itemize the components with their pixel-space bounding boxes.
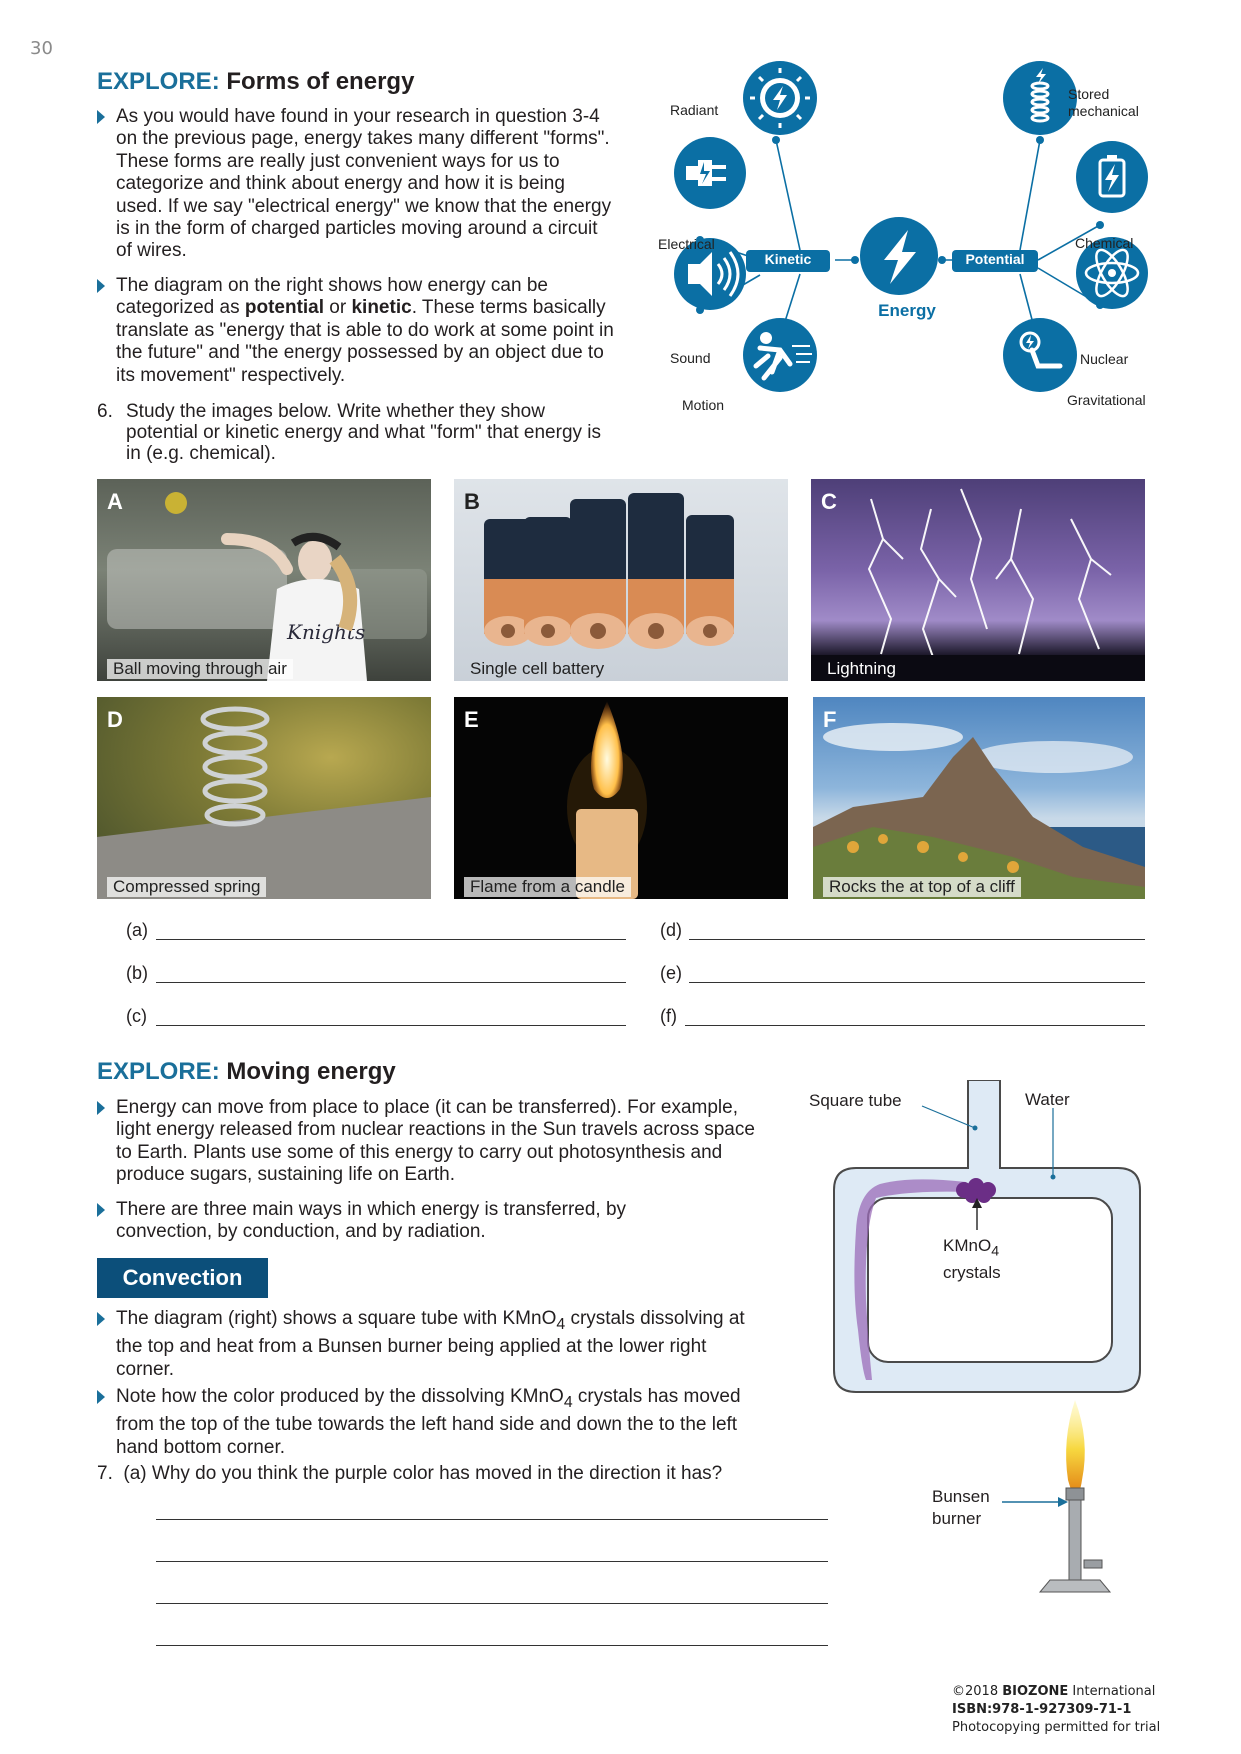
flame-icon [1066, 1400, 1085, 1498]
square-tube-label: Square tube [809, 1091, 902, 1110]
water-label: Water [1025, 1090, 1070, 1109]
sound-label: Sound [670, 350, 711, 366]
bunsen-burner-label [932, 1486, 990, 1530]
footer-brand: BIOZONE [1002, 1684, 1069, 1699]
question-7a: 7. (a) Why do you think the purple color has moved in the direction it has? [97, 1463, 723, 1484]
bullet-triangle-icon [97, 1312, 105, 1326]
answer-label-e: (e) [660, 963, 682, 983]
electrical-label: Electrical [658, 236, 715, 252]
bullet-text: As you would have found in your research in question 3-4 on the previous page, energy takes many different "forms". These forms are really just convenient ways for us to categorize and think about energy and how it is being used. If we say "electrical energy" we know that the energy is in the form of charged particles moving around a circuit of wires. [116, 106, 612, 262]
subscript: 4 [556, 1315, 566, 1333]
bullet-triangle-icon [97, 279, 105, 293]
bullet3-part-b: crystals dissolving at the top and heat from a Bunsen burner being applied at the lower right corner. [116, 1308, 745, 1380]
page-number: 30 [30, 38, 53, 59]
bullet-text [116, 1386, 756, 1459]
bullet-triangle-icon [97, 1203, 105, 1217]
heading-colon: : [211, 68, 220, 95]
answer-label-a: (a) [126, 920, 148, 940]
convection-box: Convection [97, 1258, 268, 1298]
photo-c [811, 479, 1145, 681]
answer-line-d[interactable] [689, 939, 1145, 940]
photo-letter: C [821, 489, 837, 514]
heading-text: Moving energy [219, 1058, 396, 1085]
batteries-image [454, 479, 788, 681]
spring-image [97, 697, 431, 899]
bullet2-part-b: . These terms basically translate as "energy that is able to do work at some point in the future" and "the energy possessed by an object due to its movement" respectively. [116, 297, 614, 386]
photo-letter: D [107, 707, 123, 732]
answer-line-7a-2[interactable] [156, 1561, 828, 1562]
footer-brand-rest: International [1068, 1684, 1156, 1699]
photo-caption: Lightning [827, 659, 897, 678]
lightning-image [811, 479, 1145, 681]
chemical-label: Chemical [1075, 235, 1134, 251]
answer-line-e[interactable] [689, 982, 1145, 983]
bullet2-or: or [324, 297, 352, 319]
photo-d [97, 697, 431, 899]
photo-letter: A [107, 489, 123, 514]
heading-text: Forms of energy [219, 68, 415, 95]
photo-letter: E [464, 707, 479, 732]
kmno4-crystals-label [943, 1235, 1001, 1283]
kinetic-label: Kinetic [764, 251, 812, 267]
bullet-text [116, 275, 616, 387]
burner-text: burner [932, 1509, 982, 1528]
photo-b [454, 479, 788, 681]
bullet2-part-a: The diagram on the right shows how energy can be categorized as [116, 275, 548, 319]
photo-a [97, 479, 431, 681]
answer-line-c[interactable] [156, 1025, 626, 1026]
bunsen-text: Bunsen [932, 1487, 990, 1506]
kmno4-text: KMnO [943, 1236, 992, 1255]
potential-label: Potential [965, 251, 1025, 267]
bullet4-part-b: crystals has moved from the top of the tube towards the left hand side and down the to the left hand bottom corner. [116, 1386, 741, 1458]
footer-isbn: ISBN:978-1-927309-71-1 [952, 1702, 1132, 1717]
answer-label-c: (c) [126, 1006, 147, 1026]
photo-f [813, 697, 1145, 899]
footer [952, 1683, 1160, 1737]
photo-caption: Ball moving through air [107, 659, 293, 679]
cliff-rocks-image [813, 697, 1145, 899]
bullet-triangle-icon [97, 1101, 105, 1115]
bullet-text: There are three main ways in which energy is transferred, by convection, by conduction, and by radiation. [116, 1199, 627, 1243]
answer-line-a[interactable] [156, 939, 626, 940]
gravitational-label: Gravitational [1067, 392, 1146, 408]
svg-text:Knights: Knights [287, 620, 366, 644]
answer-label-f: (f) [660, 1006, 677, 1026]
candle-image [454, 697, 788, 899]
answer-line-b[interactable] [156, 982, 626, 983]
term-kinetic: kinetic [351, 297, 412, 319]
bullet-text: Energy can move from place to place (it can be transferred). For example, light energy released from nuclear reactions in the Sun travels across space to Earth. Plants use some of this energy to carry out photosynthesis and produce sugars, sustaining life on Earth. [116, 1097, 755, 1186]
energy-label: Energy [878, 301, 936, 320]
moving-heading [97, 1058, 396, 1086]
answer-line-7a-3[interactable] [156, 1603, 828, 1604]
answer-label-b: (b) [126, 963, 148, 983]
nuclear-label: Nuclear [1080, 351, 1129, 367]
photo-letter: F [823, 707, 837, 732]
convection-tube-diagram [800, 1080, 1160, 1620]
softball-pitcher-image [97, 479, 431, 681]
answer-line-7a-1[interactable] [156, 1519, 828, 1520]
subscript: 4 [991, 1243, 1000, 1260]
bullet-triangle-icon [97, 1390, 105, 1404]
photo-caption: Rocks the at top of a cliff [823, 877, 1021, 897]
question-number: 6. [97, 401, 113, 422]
photo-letter: B [464, 489, 480, 514]
subscript: 4 [563, 1393, 573, 1411]
footer-note: Photocopying permitted for trial [952, 1720, 1161, 1735]
answer-label-d: (d) [660, 920, 682, 940]
question-text: Study the images below. Write whether they show potential or kinetic energy and what "form" that energy is in (e.g. chemical). [126, 401, 602, 464]
answer-line-f[interactable] [685, 1025, 1145, 1026]
radiant-label: Radiant [670, 102, 719, 118]
motion-label: Motion [682, 397, 725, 413]
heading-keyword: EXPLORE [97, 68, 212, 95]
footer-copyright: ©2018 [952, 1684, 1003, 1699]
photo-e [454, 697, 788, 899]
bullet3-part-a: The diagram (right) shows a square tube with KMnO [116, 1308, 557, 1329]
bullet-triangle-icon [97, 110, 105, 124]
bullet-text [116, 1308, 756, 1381]
forms-heading [97, 68, 414, 96]
heading-keyword: EXPLORE [97, 1058, 212, 1085]
heading-colon: : [211, 1058, 220, 1085]
stored-mechanical-label: Stored mechanical [1068, 86, 1139, 119]
bullet4-part-a: Note how the color produced by the dissolving KMnO [116, 1386, 564, 1407]
photo-caption: Compressed spring [107, 877, 266, 897]
photo-caption: Single cell battery [470, 659, 605, 678]
term-potential: potential [244, 297, 325, 319]
falling-person-icon [1003, 318, 1077, 392]
answer-line-7a-4[interactable] [156, 1645, 828, 1646]
photo-caption: Flame from a candle [464, 877, 631, 897]
crystals-text: crystals [943, 1263, 1001, 1283]
